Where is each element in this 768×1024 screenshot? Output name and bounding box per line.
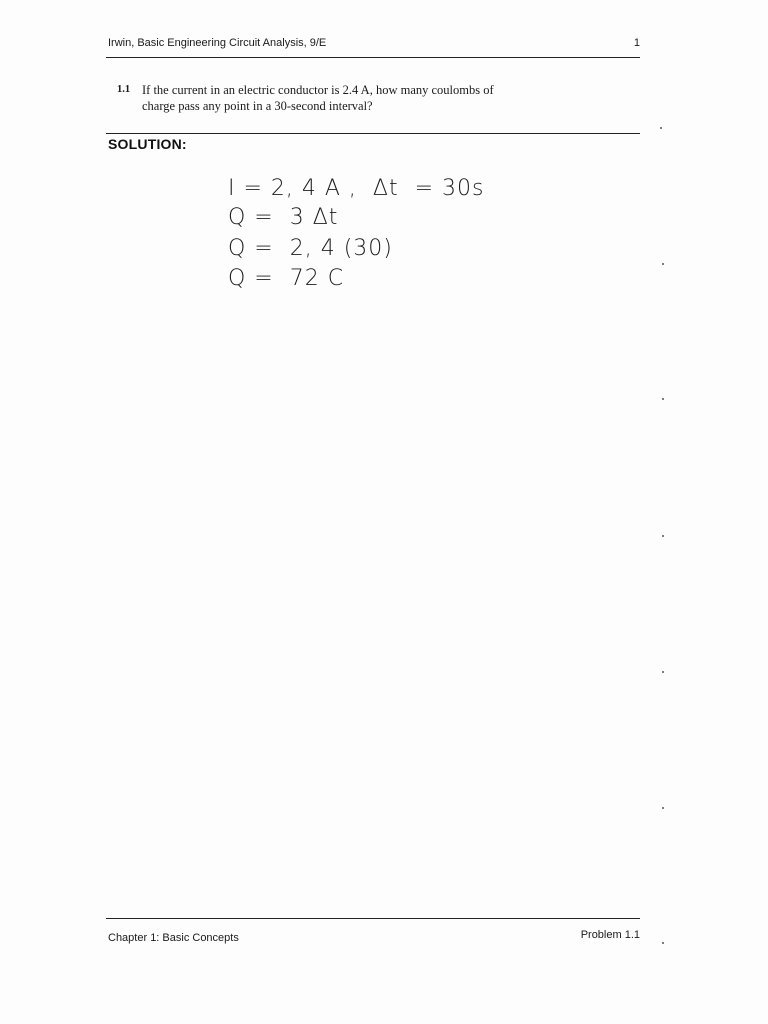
solution-line-2: Q = 3 Δt: [228, 205, 339, 230]
footer-rule: [106, 918, 640, 919]
scan-speck: [660, 127, 662, 129]
header-rule: [106, 57, 640, 58]
solution-line-4: Q = 72 C: [228, 266, 345, 291]
footer-chapter: Chapter 1: Basic Concepts: [108, 932, 239, 944]
header-page-number: 1: [633, 37, 640, 49]
scan-speck: [662, 671, 664, 673]
problem-number: 1.1: [117, 84, 131, 95]
solution-line-3: Q = 2, 4 (30): [228, 236, 393, 261]
header-title: Irwin, Basic Engineering Circuit Analysis, 9/E: [108, 37, 327, 49]
scan-speck: [662, 398, 664, 400]
solution-label: SOLUTION:: [108, 136, 187, 152]
scan-speck: [662, 807, 664, 809]
scan-speck: [662, 263, 664, 265]
scan-speck: [662, 535, 664, 537]
solution-rule: [106, 133, 640, 134]
solution-line-1: I = 2, 4 A , Δt = 30s: [228, 176, 485, 201]
problem-text: If the current in an electric conductor is 2.4 A, how many coulombs of charge pass any point in a 30-second interval?: [142, 83, 494, 113]
footer-problem-ref: Problem 1.1: [580, 929, 640, 941]
scan-speck: [662, 942, 664, 944]
